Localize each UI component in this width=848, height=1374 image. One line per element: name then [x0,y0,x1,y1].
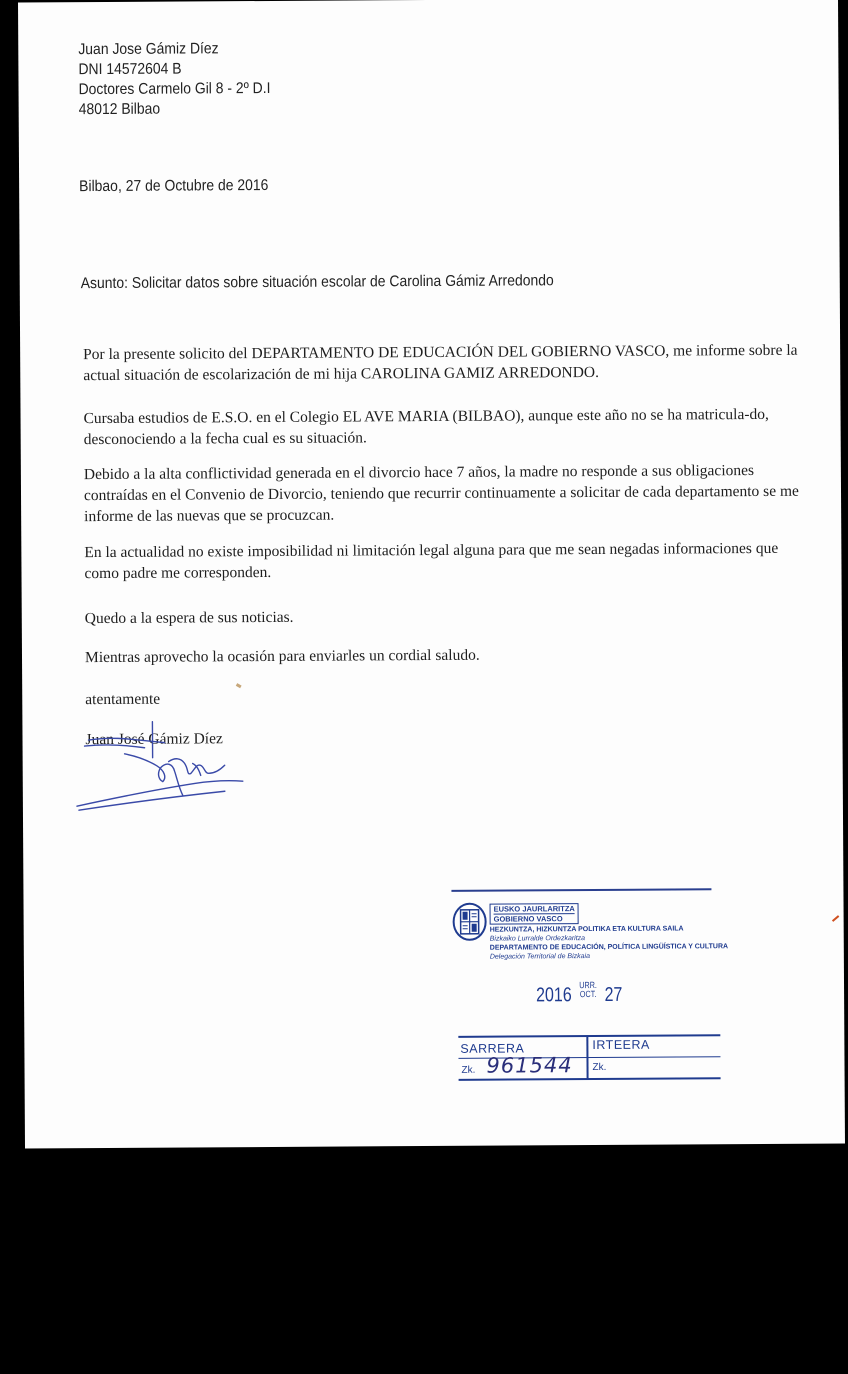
stamp-year: 2016 [536,984,572,1007]
delegation-basque: Bizkaiko Lurralde Ordezkaritza [489,935,586,943]
stamp-month [579,981,597,999]
paragraph: En la actualidad no existe imposibilidad ni limitación legal alguna para que me sean negadas informaciones que como padre me corresponden. [84,539,779,583]
registry-stamp [451,888,729,1078]
seal-line-spanish: GOBIERNO VASCO [493,914,563,924]
letter-page [18,0,845,1148]
paragraph: Mientras aprovecho la ocasión para enviarles un cordial saludo. [84,646,480,667]
sender-city: 48012 Bilbao [78,100,161,119]
exit-zk-label: Zk. [592,1061,607,1074]
registry-divider [586,1037,588,1079]
entry-zk-label: Zk. [461,1064,476,1076]
dept-spanish: DEPARTAMENTO DE EDUCACIÓN, POLÍTICA LINGÜÍSTICA Y CULTURA [489,943,729,952]
signer-name: Juan José Gámiz Díez [85,730,223,749]
paragraph: Por la presente solicito del DEPARTAMENTO DE EDUCACIÓN DEL GOBIERNO VASCO, me informe sobre la actual situación de escolarización de mi hija CAROLINA GAMIZ ARREDONDO. [83,341,798,385]
stamp-date [536,981,622,1008]
sender-dni: DNI 14572604 B [78,60,182,79]
paragraph: Cursaba estudios de E.S.O. en el Colegio EL AVE MARIA (BILBAO), aunque este año no se ha matricula-do, desconociendo a la fecha cual es su situación. [83,405,769,449]
paper-speck [832,915,839,922]
handwritten-signature [74,717,265,818]
department-names [490,924,728,961]
stamp-month-spanish: OCT. [579,988,597,1000]
stamp-month-basque: URR. [579,979,597,991]
paragraph: Debido a la alta conflictividad generada en el divorcio hace 7 años, la madre no responde a sus obligaciones contraídas en el Convenio de Divorcio, teniendo que recurrir continuamente a solicitar de cada departamento se me informe de las nuevas que se procuzcan. [83,462,799,526]
entry-number: 961544 [486,1053,573,1078]
stamp-top-rule [451,888,711,892]
letter-body [83,340,813,749]
stamp-day: 27 [604,983,623,1006]
paragraph: Quedo a la espera de sus noticias. [84,608,294,628]
sender-address: Doctores Carmelo Gil 8 - 2º D.I [78,79,271,99]
government-label-box [490,903,579,925]
paper-speck [236,683,242,688]
dept-basque: HEZKUNTZA, HIZKUNTZA POLITIKA ETA KULTURA SAILA [489,925,684,934]
registry-table [458,1034,720,1082]
letter-subject: Asunto: Solicitar datos sobre situación escolar de Carolina Gámiz Arredondo [80,272,554,293]
seal-line-basque: EUSKO JAURLARITZA [493,904,575,914]
exit-label: IRTEERA [592,1037,650,1053]
sender-block [78,39,270,120]
delegation-spanish: Delegación Territorial de Bizkaia [489,953,591,961]
closing: atentamente [85,690,161,709]
letter-date: Bilbao, 27 de Octubre de 2016 [79,176,269,196]
sender-name: Juan Jose Gámiz Díez [78,40,219,59]
coat-of-arms-icon [452,902,488,942]
entry-label: SARRERA [460,1041,525,1056]
